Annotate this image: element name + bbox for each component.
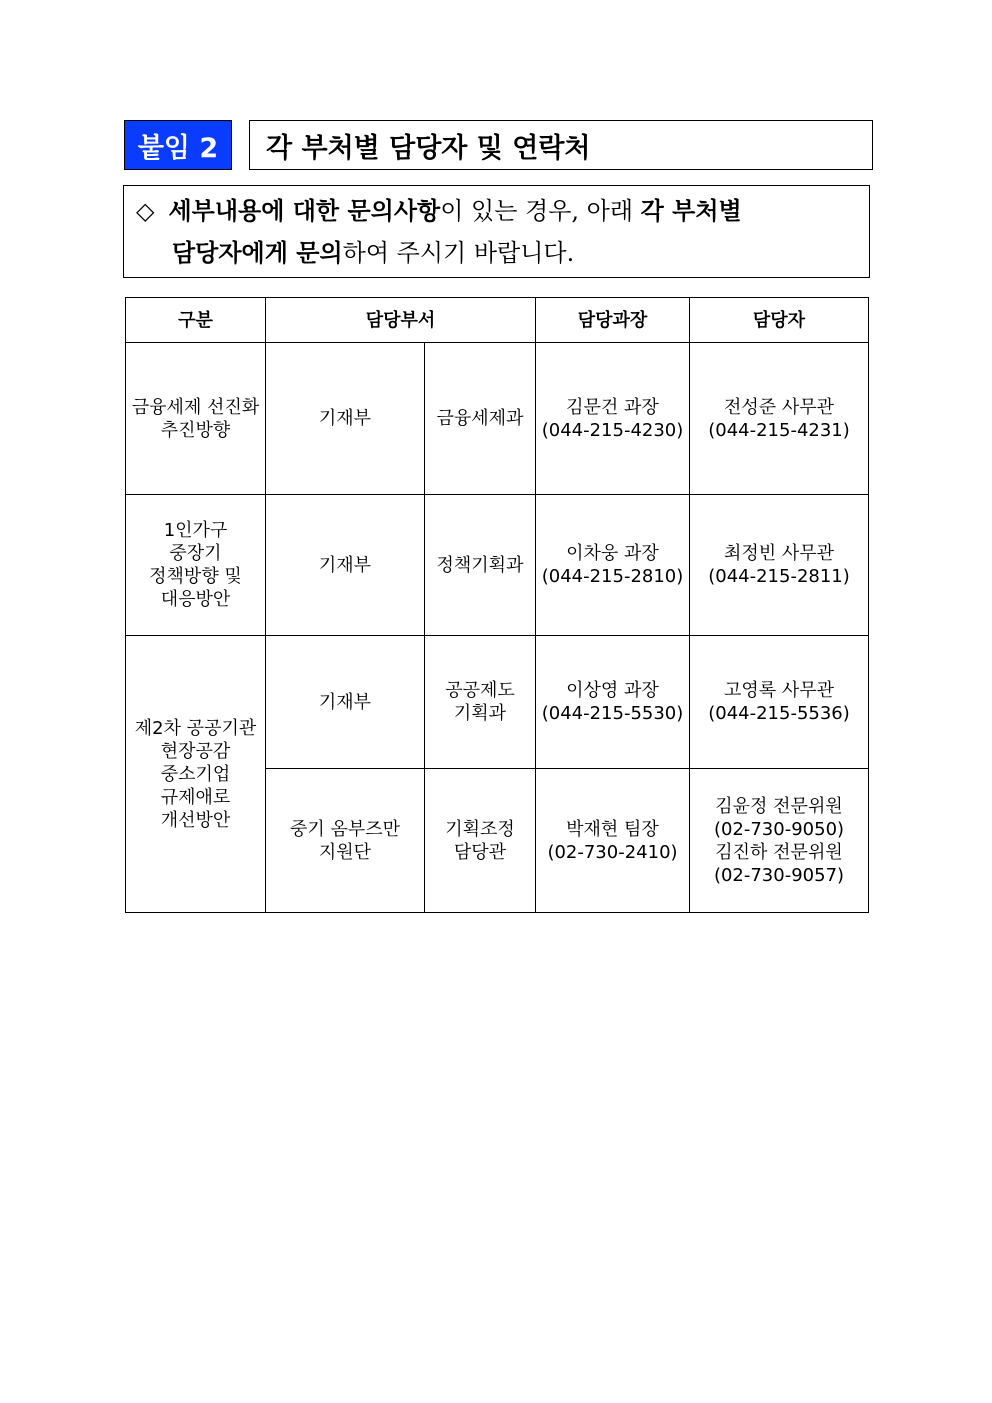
notice-line-1 <box>136 190 859 232</box>
header-contact: 담당자 <box>690 298 869 343</box>
contact-cell: 김윤정 전문위원 (02-730-9050) 김진하 전문위원 (02-730-9057) <box>690 769 869 913</box>
header-department: 담당부서 <box>266 298 536 343</box>
contact-cell: 고영록 사무관 (044-215-5536) <box>690 636 869 769</box>
notice-text-2: 하여 주시기 바랍니다. <box>342 239 575 267</box>
contacts-table <box>125 297 869 913</box>
notice-bold-2: 각 부처별 <box>640 196 742 225</box>
division-cell: 정책기획과 <box>425 495 536 636</box>
manager-cell: 박재현 팀장 (02-730-2410) <box>536 769 690 913</box>
page-title: 각 부처별 담당자 및 연락처 <box>249 120 873 170</box>
table-row <box>126 636 869 769</box>
notice-bold-3: 담당자에게 문의 <box>172 238 343 267</box>
division-cell: 공공제도 기획과 <box>425 636 536 769</box>
ministry-cell: 중기 옴부즈만 지원단 <box>266 769 425 913</box>
manager-cell: 김문건 과장 (044-215-4230) <box>536 343 690 495</box>
table-row <box>126 495 869 636</box>
contact-cell: 전성준 사무관 (044-215-4231) <box>690 343 869 495</box>
attachment-badge: 붙임 2 <box>124 120 232 170</box>
notice-line-2 <box>136 232 859 274</box>
category-cell: 금융세제 선진화 추진방향 <box>126 343 266 495</box>
contact-cell: 최정빈 사무관 (044-215-2811) <box>690 495 869 636</box>
ministry-cell: 기재부 <box>266 495 425 636</box>
table-header-row <box>126 298 869 343</box>
manager-cell: 이차웅 과장 (044-215-2810) <box>536 495 690 636</box>
notice-bold-1: 세부내용에 대한 문의사항 <box>168 196 441 225</box>
division-cell: 기획조정 담당관 <box>425 769 536 913</box>
manager-cell: 이상영 과장 (044-215-5530) <box>536 636 690 769</box>
category-cell: 1인가구 중장기 정책방향 및 대응방안 <box>126 495 266 636</box>
ministry-cell: 기재부 <box>266 636 425 769</box>
notice-text-1: 이 있는 경우, 아래 <box>440 197 641 225</box>
table-row <box>126 343 869 495</box>
ministry-cell: 기재부 <box>266 343 425 495</box>
category-cell: 제2차 공공기관 현장공감 중소기업 규제애로 개선방안 <box>126 636 266 913</box>
diamond-icon: ◇ <box>136 197 155 225</box>
division-cell: 금융세제과 <box>425 343 536 495</box>
header-category: 구분 <box>126 298 266 343</box>
notice-box <box>123 185 870 278</box>
header-manager: 담당과장 <box>536 298 690 343</box>
